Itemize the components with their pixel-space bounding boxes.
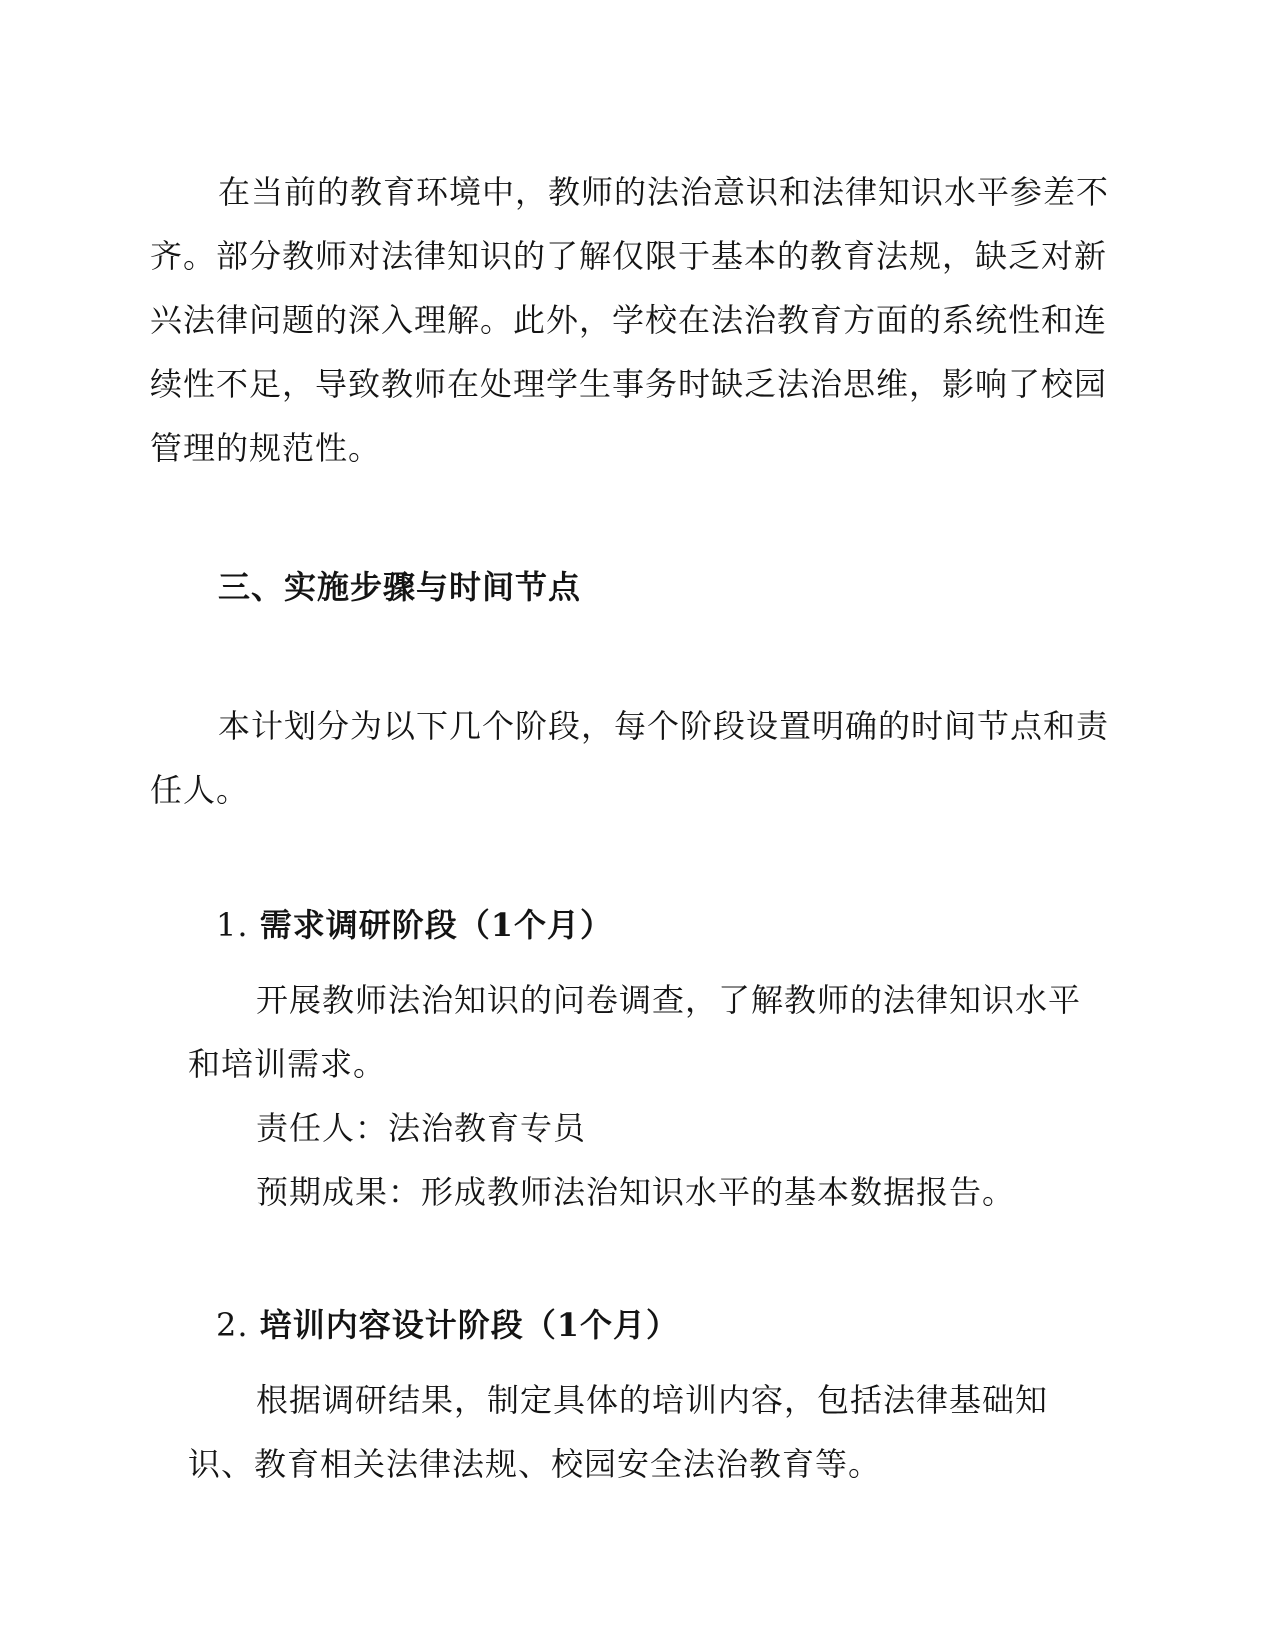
stage-1-title-text: 需求调研阶段（1个月） <box>259 906 613 944</box>
section-intro-paragraph: 本计划分为以下几个阶段，每个阶段设置明确的时间节点和责任人。 <box>150 707 1110 809</box>
stage-2-number: 2. <box>216 1306 249 1344</box>
stage-1-title <box>216 903 613 947</box>
section-heading: 三、实施步骤与时间节点 <box>218 568 582 606</box>
stage-1-outcome: 预期成果：形成教师法治知识水平的基本数据报告。 <box>256 1173 1016 1211</box>
stage-1-number: 1. <box>216 906 249 944</box>
intro-paragraph: 在当前的教育环境中，教师的法治意识和法律知识水平参差不齐。部分教师对法律知识的了解仅限于基本的教育法规，缺乏对新兴法律问题的深入理解。此外，学校在法治教育方面的系统性和连续性不足，导致教师在处理学生事务时缺乏法治思维，影响了校园管理的规范性。 <box>150 173 1110 467</box>
stage-2-title-text: 培训内容设计阶段（1个月） <box>259 1306 679 1344</box>
stage-1-responsible: 责任人：法治教育专员 <box>256 1109 587 1147</box>
stage-1-body: 开展教师法治知识的问卷调查，了解教师的法律知识水平和培训需求。 <box>188 981 1082 1083</box>
stage-2-body: 根据调研结果，制定具体的培训内容，包括法律基础知识、教育相关法律法规、校园安全法治教育等。 <box>188 1381 1049 1483</box>
stage-2-title <box>216 1303 679 1347</box>
